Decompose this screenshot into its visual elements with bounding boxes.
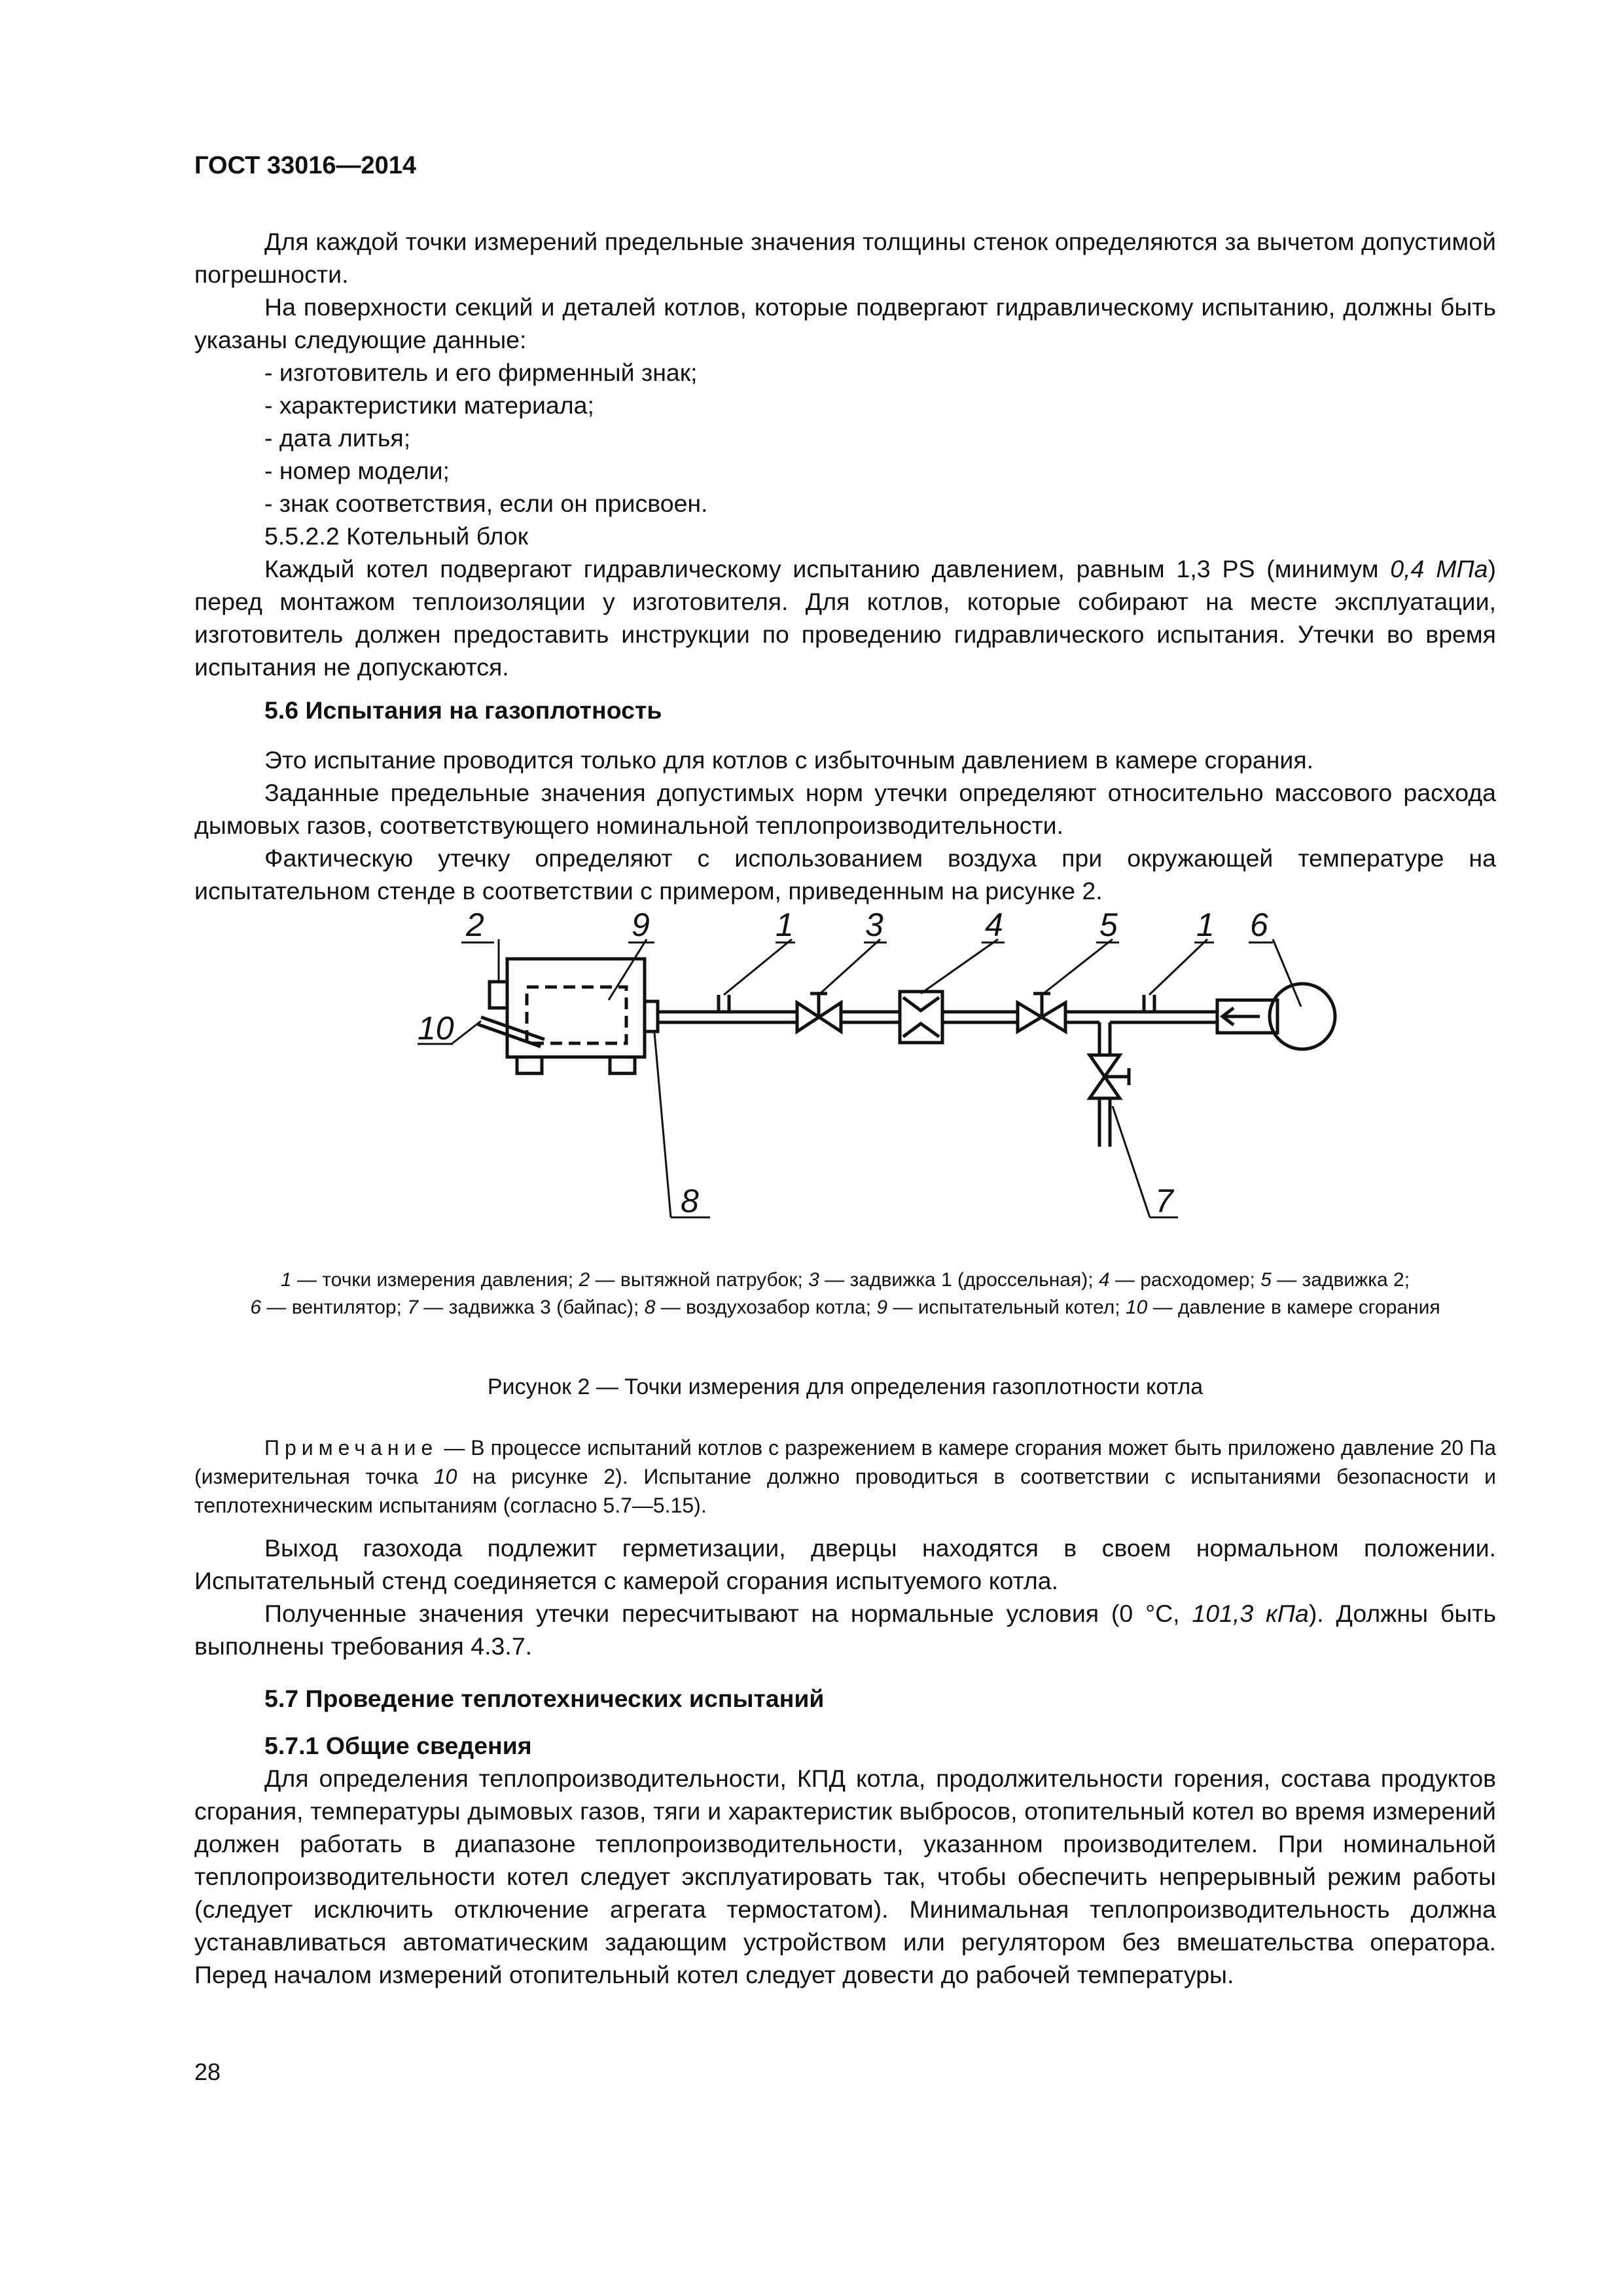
valve-1 [797,994,841,1031]
document-header: ГОСТ 33016—2014 [194,152,417,179]
section-heading: 5.7 Проведение теплотехнических испытаний [264,1685,825,1712]
paragraph: Выход газохода подлежит герметизации, дверцы находятся в своем нормальном положении. Испытательный стенд соединяется с камерой сгорания испытуемого котла. [194,1534,1496,1594]
label-8: 8 [681,1183,699,1219]
section-top [194,225,1496,683]
flow-meter [900,992,942,1043]
label-10: 10 [418,1010,454,1047]
paragraph: Для каждой точки измерений предельные значения толщины стенок определяются за вычетом допустимой погрешности. [194,228,1496,288]
figure-caption: Рисунок 2 — Точки измерения для определения газоплотности котла [487,1374,1204,1399]
section-5-6 [194,694,1496,907]
list-item: - номер модели; [264,457,450,484]
leader-underlines [418,942,1273,1217]
paragraph: Заданные предельные значения допустимых норм утечки определяют относительно массового расхода дымовых газов, соответствующего номинальной теплопроизводительности. [194,779,1496,839]
label-1-second: 1 [1196,910,1215,943]
section-heading: 5.6 Испытания на газоплотность [264,696,662,724]
label-4: 4 [985,910,1003,943]
page-number: 28 [194,2058,221,2085]
list-item: - дата литья; [264,424,411,452]
list-item: - изготовитель и его фирменный знак; [264,359,698,386]
section-after-note [194,1532,1496,1662]
paragraph: Каждый котел подвергают гидравлическому испытанию давлением, равным 1,3 PS (минимум 0,4 МПа) перед монтажом теплоизоляции у изготовителя. Для котлов, которые собирают на месте эксплуатации, изготовитель должен предоставить инструкции по проведению гидравлического испытания. Утечки во время испытания не допускаются. [194,555,1496,681]
paragraph: На поверхности секций и деталей котлов, которые подвергают гидравлическому испытанию, должны быть указаны следующие данные: [194,293,1496,353]
subsection-heading: 5.7.1 Общие сведения [264,1732,532,1759]
list-item: - характеристики материала; [264,391,594,419]
note-label: Примечание [264,1436,438,1460]
subsection-heading: 5.5.2.2 Котельный блок [264,522,529,550]
paragraph: Для определения теплопроизводительности, КПД котла, продолжительности горения, состава продуктов сгорания, температуры дымовых газов, тяги и характеристик выбросов, отопительный котел во время измерений должен работать в диапазоне теплопроизводительности, указанном производителем. При номинальной теплопроизводительности котел следует эксплуатировать так, чтобы обеспечить непрерывный режим работы (следует исключить отключение агрегата термостатом). Минимальная теплопроизводительность должна устанавливаться автоматическим задающим устройством или регулятором без вмешательства оператора. Перед началом измерений отопительный котел следует довести до рабочей температуры. [194,1765,1496,1988]
paragraph: Это испытание проводится только для котлов с избыточным давлением в камере сгорания. [264,746,1314,774]
label-9: 9 [632,910,650,943]
note: Примечание — В процессе испытаний котлов с разрежением в камере сгорания может быть приложено давление 20 Па (измерительная точка 10 на рисунке 2). Испытание должно проводиться в соответствии с испытаниями безопасности и теплотехническим испытаниям (согласно 5.7—5.15). [194,1436,1497,1517]
leader-lines [452,939,1301,1217]
paragraph: Полученные значения утечки пересчитывают на нормальные условия (0 °С, 101,3 кПа). Должны быть выполнены требования 4.3.7. [194,1600,1496,1660]
section-5-7 [194,1682,1496,1991]
figure-legend: 1 — точки измерения давления; 2 — вытяжной патрубок; 3 — задвижка 1 (дроссельная); 4 — расходомер; 5 — задвижка 2; 6 — вентилятор; 7 — задвижка 3 (байпас); 8 — воздухозабор котла; 9 — испытательный котел; 10 — давление в камере сгорания [250,1269,1440,1318]
fan [1217,984,1335,1049]
pipeline [658,995,1217,1147]
exhaust-nozzle [490,982,507,1008]
list-item: - знак соответствия, если он присвоен. [264,490,708,517]
label-1: 1 [776,910,794,943]
label-7: 7 [1155,1183,1173,1219]
valve-3-bypass [1090,1055,1129,1098]
label-5: 5 [1099,910,1118,943]
paragraph: Фактическую утечку определяют с использованием воздуха при окружающей температуре на испытательном стенде в соответствии с примером, приведенным на рисунке 2. [194,844,1496,905]
label-6: 6 [1250,910,1268,943]
boiler [478,959,658,1073]
valve-2 [1018,994,1065,1031]
air-intake [645,1001,658,1031]
figure-2-diagram [0,910,1623,1257]
label-2: 2 [466,910,484,943]
label-3: 3 [865,910,883,943]
